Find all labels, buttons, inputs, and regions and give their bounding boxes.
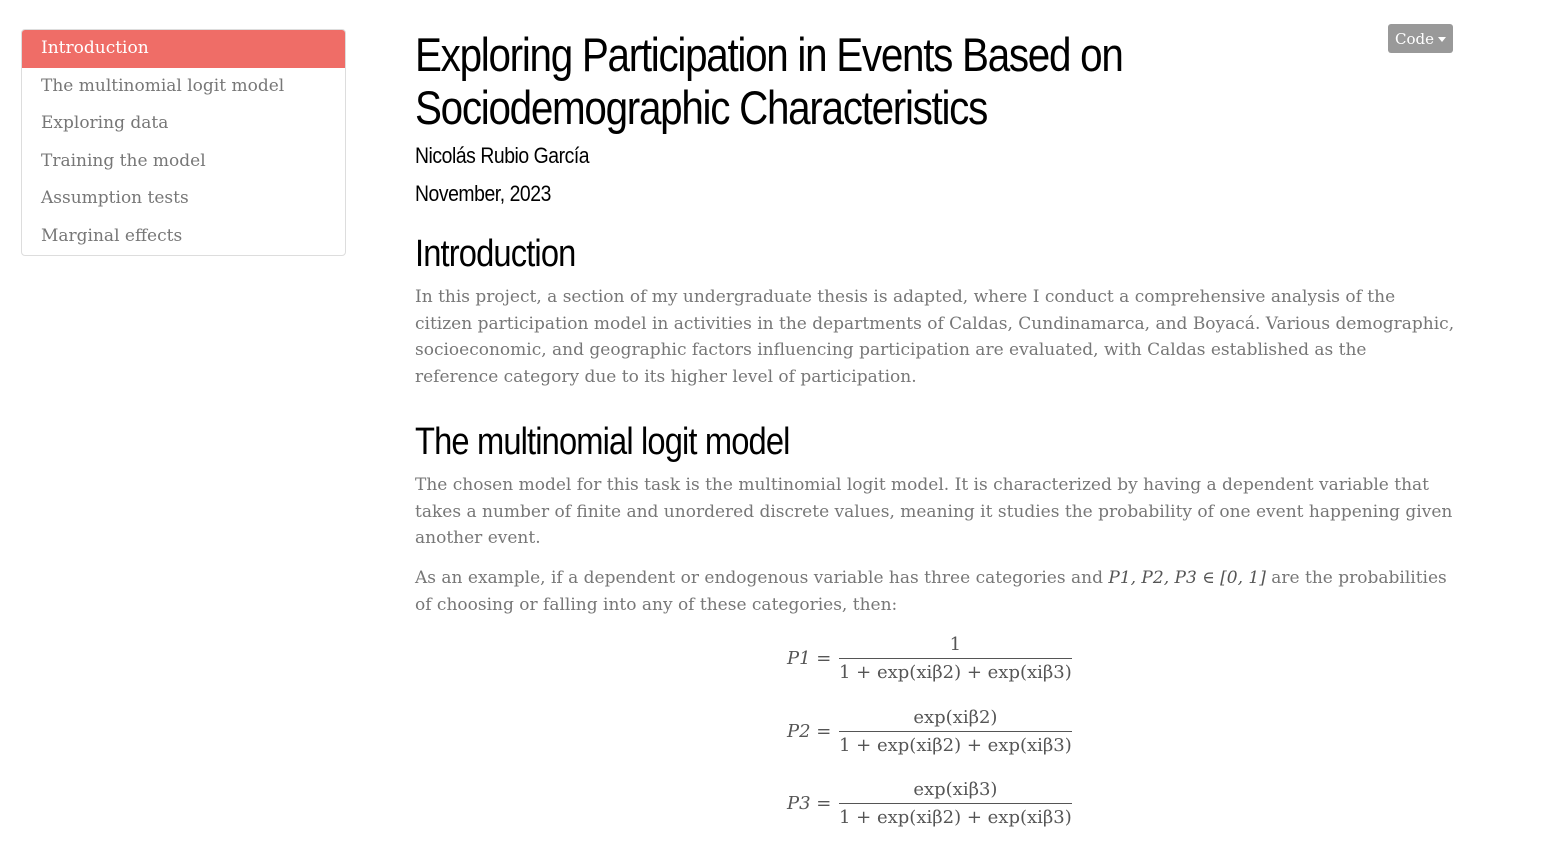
equation-fraction xyxy=(839,779,1072,828)
equation-fraction xyxy=(839,707,1072,756)
mlm-paragraph-2-before: As an example, if a dependent or endogenous variable has three categories and xyxy=(415,568,1109,588)
main-content xyxy=(415,28,1455,828)
inline-math-probabilities: P1, P2, P3 ∈ [0, 1] xyxy=(1108,568,1266,588)
equation-lhs: P2 = xyxy=(787,721,832,742)
mlm-paragraph-2 xyxy=(415,565,1455,618)
date: November, 2023 xyxy=(415,181,551,206)
equation-denominator: 1 + exp(xiβ2) + exp(xiβ3) xyxy=(839,731,1072,756)
equation-denominator: 1 + exp(xiβ2) + exp(xiβ3) xyxy=(839,658,1072,683)
code-button-label: Code xyxy=(1395,29,1434,48)
equation-denominator: 1 + exp(xiβ2) + exp(xiβ3) xyxy=(839,803,1072,828)
section-heading-multinomial-logit-model: The multinomial logit model xyxy=(415,421,790,463)
equation-lhs: P3 = xyxy=(787,793,832,814)
section-heading-introduction: Introduction xyxy=(415,233,576,275)
mlm-paragraph-2-after: are the probabilities of choosing or falling into any of these categories, then: xyxy=(415,568,1447,615)
author: Nicolás Rubio García xyxy=(415,143,590,168)
equation-numerator: exp(xiβ2) xyxy=(913,707,998,728)
mlm-paragraph-1: The chosen model for this task is the multinomial logit model. It is characterized by having a dependent variable that takes a number of finite and unordered discrete values, meaning it studies the probability of one event happening given another event. xyxy=(415,475,1453,549)
equation-p1 xyxy=(787,634,1072,683)
intro-paragraph: In this project, a section of my undergraduate thesis is adapted, where I conduct a comprehensive analysis of the citizen participation model in activities in the departments of Caldas, Cundinamarca, and Boyacá. Various demographic, socioeconomic, and geographic factors influencing participation are evaluated, with Caldas established as the reference category due to its higher level of participation. xyxy=(415,287,1455,388)
equation-p3 xyxy=(787,779,1072,828)
equation-numerator: exp(xiβ3) xyxy=(913,779,998,800)
toc-item-exploring-data[interactable]: Exploring data xyxy=(41,113,169,133)
equation-p2 xyxy=(787,707,1072,756)
toc-item-training-the-model[interactable]: Training the model xyxy=(41,150,206,171)
table-of-contents xyxy=(21,29,346,256)
equation-lhs: P1 = xyxy=(787,648,832,669)
toc-item-introduction[interactable]: Introduction xyxy=(22,30,345,68)
toc-item-multinomial-logit-model[interactable]: The multinomial logit model xyxy=(41,75,285,96)
equation-fraction xyxy=(839,634,1072,683)
page-title: Exploring Participation in Events Based on Sociodemographic Characteristics xyxy=(415,28,1123,134)
toc-item-marginal-effects[interactable]: Marginal effects xyxy=(41,225,183,246)
equation-numerator: 1 xyxy=(949,634,962,655)
toc-item-assumption-tests[interactable]: Assumption tests xyxy=(41,188,189,208)
